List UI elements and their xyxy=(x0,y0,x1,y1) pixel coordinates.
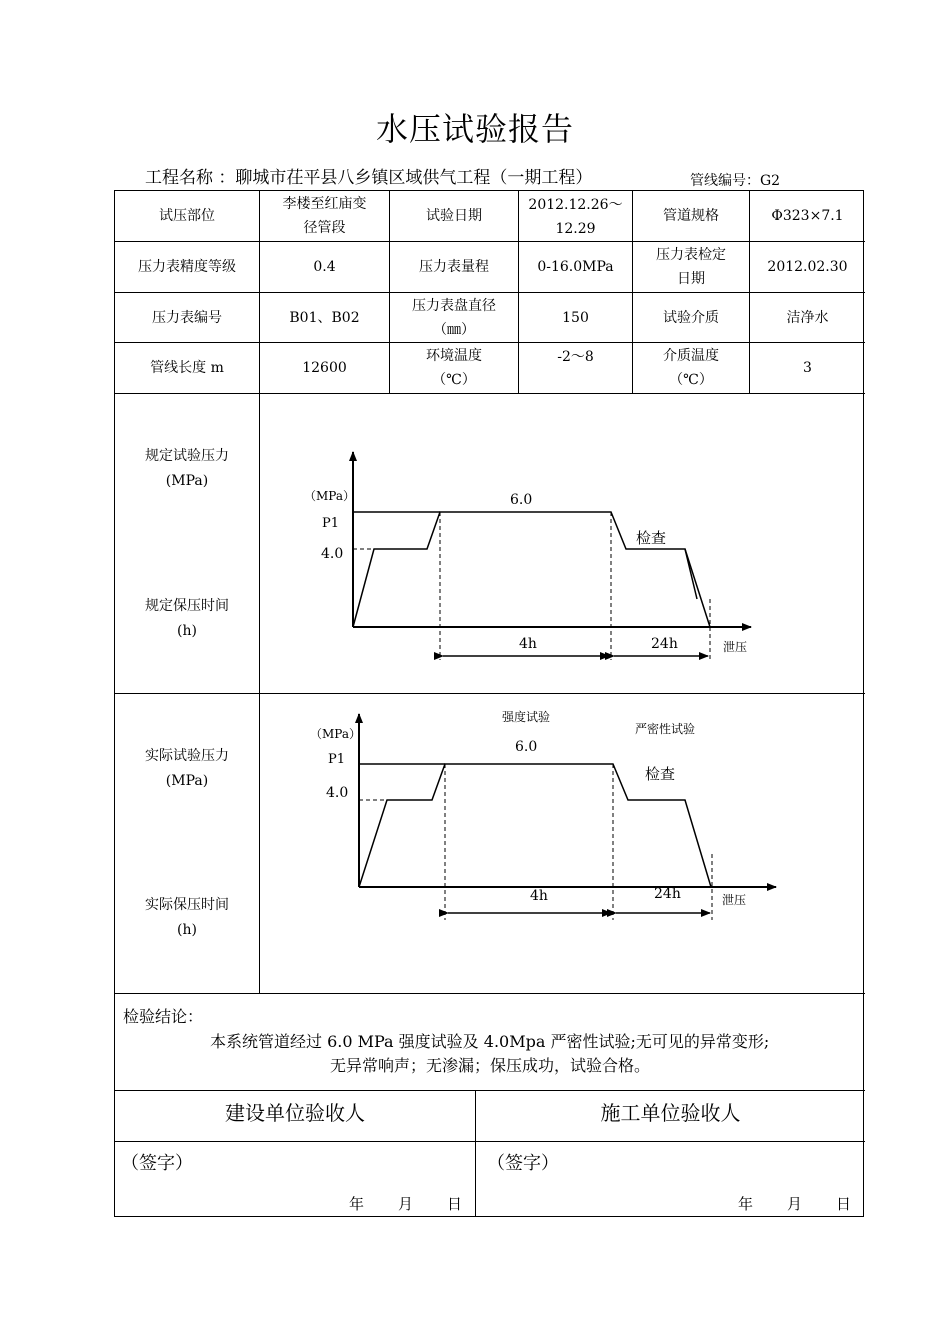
dur-tight: 24h xyxy=(654,886,681,902)
value-test-medium: 洁净水 xyxy=(786,309,829,326)
project-name: 工程名称 ：聊城市茌平县八乡镇区域供气工程（一期工程） xyxy=(145,168,593,188)
value-gauge-accuracy: 0.4 xyxy=(313,259,336,275)
label-dial-diameter: 压力表盘直径 （㎜） xyxy=(412,297,496,338)
value-dial-diameter: 150 xyxy=(562,309,589,326)
conclusion-line-2: 无异常响声；无渗漏；保压成功，试验合格。 xyxy=(329,1056,650,1075)
p1-label: P1 xyxy=(322,516,340,531)
label-test-location: 试压部位 xyxy=(159,208,215,224)
value-test-location: 李楼至红庙变 径管段 xyxy=(282,196,367,236)
actual-pressure-label: 实际试验压力 (MPa) xyxy=(145,748,229,789)
report-sheet xyxy=(114,190,864,1217)
value-ambient-temp: -2～8 xyxy=(557,349,594,365)
report-title: 水压试验报告 xyxy=(375,110,574,148)
label-gauge-number: 压力表编号 xyxy=(152,309,222,326)
builder-signature-field[interactable]: （签字） xyxy=(487,1153,559,1174)
release-label: 泄压 xyxy=(723,640,748,654)
actual-time-label: 实际保压时间 (h) xyxy=(145,897,229,938)
spec-time-label: 规定保压时间 (h) xyxy=(145,598,229,639)
label-test-date: 试验日期 xyxy=(426,208,482,224)
y-unit: （MPa） xyxy=(310,727,361,741)
phase-tight: 严密性试验 xyxy=(635,722,696,736)
value-test-date: 2012.12.26～ 12.29 xyxy=(528,197,623,237)
owner-header: 建设单位验收人 xyxy=(225,1101,365,1125)
label-medium-temp: 介质温度 （℃） xyxy=(663,348,719,388)
dur-strength: 4h xyxy=(530,888,548,904)
p1-label: P1 xyxy=(328,752,346,767)
check-label: 检查 xyxy=(636,529,667,547)
builder-date[interactable]: 年 月 日 xyxy=(738,1195,852,1213)
value-gauge-range: 0-16.0MPa xyxy=(537,259,614,275)
release-label: 泄压 xyxy=(722,893,747,907)
value-pipe-length: 12600 xyxy=(302,360,347,376)
y-unit: （MPa） xyxy=(304,489,355,503)
label-pipe-spec: 管道规格 xyxy=(663,208,719,224)
label-gauge-calibration: 压力表检定 日期 xyxy=(656,247,726,287)
dur-strength: 4h xyxy=(519,636,537,652)
label-gauge-range: 压力表量程 xyxy=(419,259,489,275)
label-gauge-accuracy: 压力表精度等级 xyxy=(138,259,236,275)
check-label: 检查 xyxy=(645,765,676,783)
label-pipe-length: 管线长度 m xyxy=(150,360,224,376)
conclusion-line-1: 本系统管道经过 6.0 MPa 强度试验及 4.0Mpa 严密性试验;无可见的异常变形; xyxy=(210,1032,770,1051)
level-low: 4.0 xyxy=(321,546,344,562)
value-gauge-calibration: 2012.02.30 xyxy=(767,259,848,275)
value-medium-temp: 3 xyxy=(803,360,812,376)
level-low: 4.0 xyxy=(326,785,349,801)
actual-pressure-diagram xyxy=(260,694,864,992)
builder-header: 施工单位验收人 xyxy=(600,1101,741,1125)
level-high: 6.0 xyxy=(510,492,533,508)
label-ambient-temp: 环境温度 （℃） xyxy=(426,348,482,388)
value-pipe-spec: Φ323×7.1 xyxy=(771,208,844,224)
label-test-medium: 试验介质 xyxy=(663,309,719,326)
value-gauge-number: B01、B02 xyxy=(289,309,360,326)
level-high: 6.0 xyxy=(515,739,538,755)
spec-pressure-diagram xyxy=(260,394,864,692)
owner-signature-field[interactable]: （签字） xyxy=(121,1153,193,1174)
dur-tight: 24h xyxy=(651,636,678,652)
conclusion-heading: 检验结论： xyxy=(123,1007,204,1026)
pipe-number: 管线编号：G2 xyxy=(690,173,781,189)
drop-line xyxy=(685,549,710,627)
owner-date[interactable]: 年 月 日 xyxy=(349,1195,463,1213)
spec-pressure-label: 规定试验压力 (MPa) xyxy=(145,448,229,489)
phase-strength: 强度试验 xyxy=(502,710,551,724)
